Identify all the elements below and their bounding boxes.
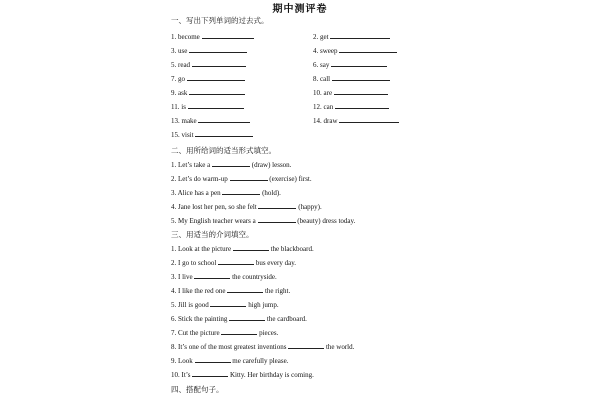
- fill-in-question: 9. Look me carefully please.: [171, 357, 289, 365]
- answer-blank[interactable]: [221, 327, 257, 335]
- fill-in-question: 3. Alice has a pen (hold).: [171, 189, 281, 197]
- section-4-heading: 四、搭配句子。: [171, 385, 224, 394]
- answer-blank[interactable]: [187, 73, 245, 81]
- section-3-heading: 三、用适当的介词填空。: [171, 230, 254, 239]
- fill-in-question: 1. Let’s take a (draw) lesson.: [171, 161, 292, 169]
- fill-in-question: 10. It’s Kitty. Her birthday is coming.: [171, 371, 314, 379]
- vocab-item: 3. use: [171, 45, 247, 56]
- section-2-heading: 二、用所给词的适当形式填空。: [171, 146, 276, 155]
- answer-blank[interactable]: [212, 159, 250, 167]
- vocab-item: 11. is: [171, 101, 244, 112]
- vocab-item: 1. become: [171, 31, 254, 42]
- fill-in-question: 2. Let’s do warm-up (exercise) first.: [171, 175, 312, 183]
- fill-in-question: 6. Stick the painting the cardboard.: [171, 315, 307, 323]
- vocab-item: 8. call: [313, 73, 390, 84]
- page-title: 期中测评卷: [272, 4, 328, 15]
- section-1-heading: 一、写出下列单词的过去式。: [171, 16, 269, 25]
- answer-blank[interactable]: [229, 313, 265, 321]
- answer-blank[interactable]: [195, 129, 253, 137]
- fill-in-question: 8. It’s one of the most greatest inventions the world.: [171, 343, 355, 351]
- answer-blank[interactable]: [194, 271, 230, 279]
- vocab-item: 12. can: [313, 101, 389, 112]
- fill-in-question: 4. Jane lost her pen, so she felt (happy).: [171, 203, 322, 211]
- fill-in-question: 2. I go to school bus every day.: [171, 259, 296, 267]
- answer-blank[interactable]: [227, 285, 263, 293]
- answer-blank[interactable]: [339, 45, 397, 53]
- fill-in-question: 5. My English teacher wears a (beauty) dress today.: [171, 217, 356, 225]
- answer-blank[interactable]: [189, 45, 247, 53]
- vocab-item: 9. ask: [171, 87, 245, 98]
- vocab-item: 13. make: [171, 115, 250, 126]
- answer-blank[interactable]: [258, 201, 296, 209]
- fill-in-question: 4. I like the red one the right.: [171, 287, 291, 295]
- answer-blank[interactable]: [192, 59, 246, 67]
- answer-blank[interactable]: [233, 243, 269, 251]
- answer-blank[interactable]: [218, 257, 254, 265]
- vocab-item: 5. read: [171, 59, 246, 70]
- vocab-item: 7. go: [171, 73, 245, 84]
- answer-blank[interactable]: [188, 101, 244, 109]
- fill-in-question: 7. Cut the picture pieces.: [171, 329, 279, 337]
- fill-in-question: 5. Jill is good high jump.: [171, 301, 279, 309]
- vocab-item: 2. get: [313, 31, 390, 42]
- answer-blank[interactable]: [230, 173, 268, 181]
- answer-blank[interactable]: [258, 215, 296, 223]
- vocab-item: 6. say: [313, 59, 387, 70]
- answer-blank[interactable]: [288, 341, 324, 349]
- fill-in-question: 3. I live the countryside.: [171, 273, 277, 281]
- answer-blank[interactable]: [210, 299, 246, 307]
- answer-blank[interactable]: [195, 355, 231, 363]
- answer-blank[interactable]: [332, 73, 390, 81]
- answer-blank[interactable]: [331, 59, 387, 67]
- fill-in-question: 1. Look at the picture the blackboard.: [171, 245, 314, 253]
- vocab-item: 15. visit: [171, 129, 253, 140]
- vocab-item: 10. are: [313, 87, 388, 98]
- answer-blank[interactable]: [189, 87, 245, 95]
- answer-blank[interactable]: [202, 31, 254, 39]
- answer-blank[interactable]: [339, 115, 399, 123]
- answer-blank[interactable]: [330, 31, 390, 39]
- vocab-item: 4. sweep: [313, 45, 397, 56]
- answer-blank[interactable]: [198, 115, 250, 123]
- answer-blank[interactable]: [192, 369, 228, 377]
- answer-blank[interactable]: [335, 101, 389, 109]
- vocab-item: 14. draw: [313, 115, 399, 126]
- answer-blank[interactable]: [222, 187, 260, 195]
- answer-blank[interactable]: [334, 87, 388, 95]
